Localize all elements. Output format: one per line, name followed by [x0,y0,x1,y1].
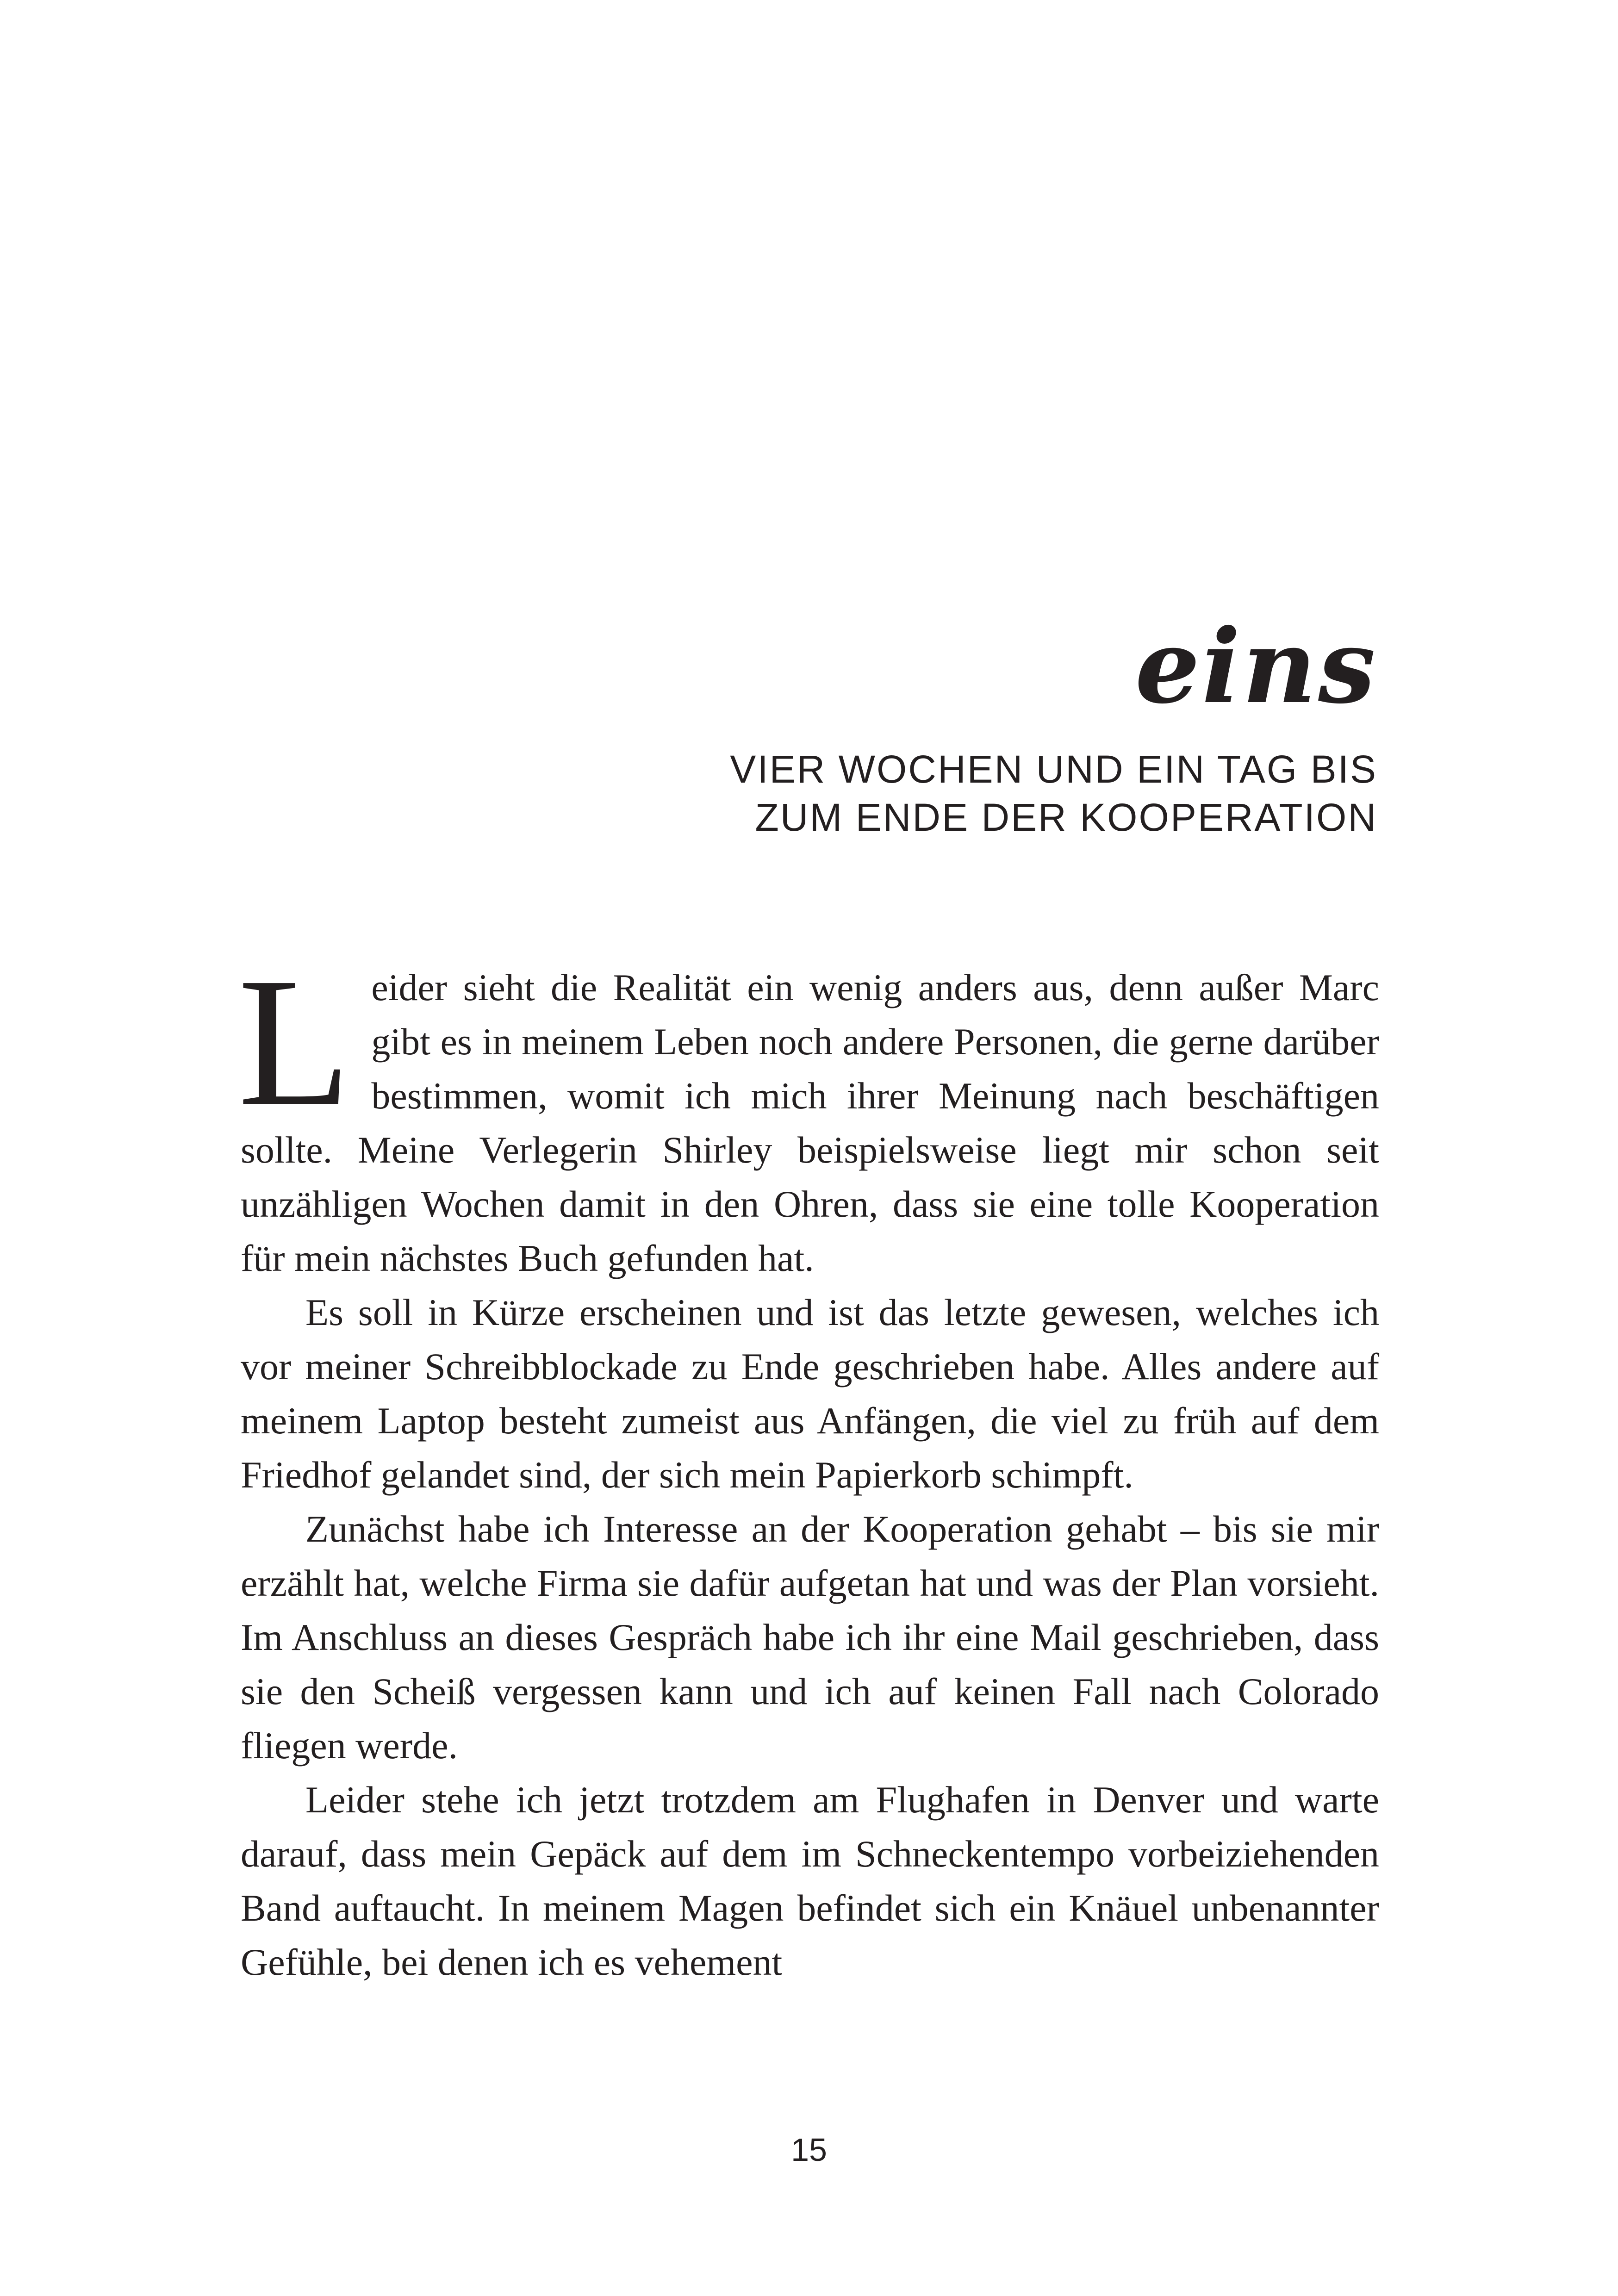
chapter-title-line-1: VIER WOCHEN UND EIN TAG BIS [730,747,1377,791]
paragraph-1 [238,940,1379,1285]
chapter-title-line-2: ZUM ENDE DER KOOPERATION [755,796,1377,839]
paragraph-2: Es soll in Kürze erscheinen und ist das letzte gewesen, welches ich vor meiner Schreibblockade zu Ende geschrieben habe. Alles andere auf meinem Laptop besteht zumeist aus Anfängen, die viel zu früh auf dem Friedhof gelandet sind, der sich mein Papierkorb schimpft. [241,1291,1379,1496]
page-number: 15 [791,2132,827,2168]
chapter-number: eins [1135,606,1377,726]
body-text [238,940,1379,1989]
paragraph-4: Leider stehe ich jetzt trotzdem am Flughafen in Denver und warte darauf, dass mein Gepäck auf dem im Schneckentempo vorbeiziehenden Band auftaucht. In meinem Magen befindet sich ein Knäuel unbenannter Gefühle, bei denen ich es vehement [241,1779,1379,1983]
drop-cap-letter: L [238,940,351,1145]
paragraph-3: Zunächst habe ich Interesse an der Kooperation gehabt – bis sie mir erzählt hat, welche Firma sie dafür aufgetan hat und was der Plan vorsieht. Im Anschluss an dieses Gespräch habe ich ihr eine Mail geschrieben, dass sie den Scheiß vergessen kann und ich auf keinen Fall nach Colorado fliegen werde. [241,1508,1379,1767]
chapter-title [267,745,1377,841]
paragraph-1-text: eider sieht die Realität ein wenig anders aus, denn außer Marc gibt es in meinem Leben noch andere Personen, die gerne darüber bestimmen, womit ich mich ihrer Meinung nach beschäftigen sollte. Meine Verlegerin Shirley beispielsweise liegt mir schon seit unzähligen Wochen damit in den Ohren, dass sie eine tolle Kooperation für mein nächstes Buch gefunden hat. [241,966,1379,1279]
